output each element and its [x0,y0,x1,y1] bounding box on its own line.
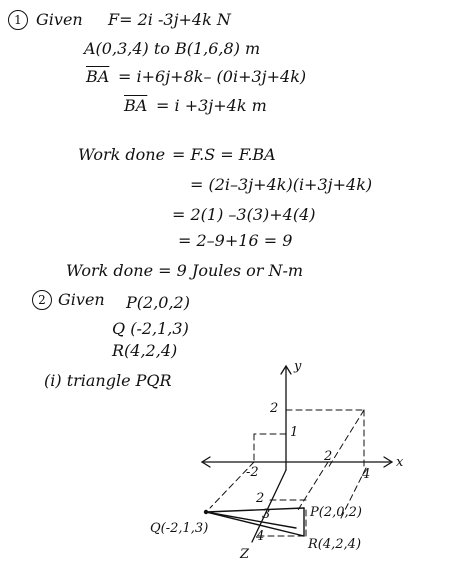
point-p-given: P(2,0,2) [126,293,190,312]
vector-ba-label-2: $\overline{BA}$ [124,96,148,115]
work-done-result: Work done = 9 Joules or N-m [66,261,304,280]
triangle-side-qp [206,508,304,512]
work-done-dot-expression: = F.S = F.BA [172,145,276,164]
dash-right-diagonal [328,410,364,468]
force-vector-line: F= 2i -3j+4k N [108,10,231,29]
triangle-inner-line [206,512,296,528]
point-q-given: Q (-2,1,3) [112,319,189,338]
problem-2-given-label: Given [58,290,105,309]
tick-z-4: 4 [256,529,265,544]
tick-y-2: 2 [270,401,279,416]
tick-x-2: 2 [324,449,333,464]
work-step-2: = 2(1) –3(3)+4(4) [172,205,316,224]
point-r-given: R(4,2,4) [112,341,178,360]
label-point-r: R(4,2,4) [308,537,362,552]
tick-x-4: 4 [362,467,371,482]
z-axis-label: Z [240,547,250,562]
ba-expansion-line: = i+6j+8k– (0i+3j+4k) [118,67,307,86]
work-step-1: = (2i–3j+4k)(i+3j+4k) [190,175,373,194]
x-axis-label: x [396,455,404,470]
ba-result-line: = i +3j+4k m [156,96,267,115]
part-i-triangle-pqr: (i) triangle PQR [44,371,172,390]
point-q-dot [204,510,208,514]
triangle-side-qr [206,512,304,536]
dash-x2-diagonal [298,462,328,510]
y-axis-label: y [294,359,302,374]
tick-x-minus-2: -2 [246,465,259,480]
problem-2-number: 2 [32,290,52,310]
work-step-3: = 2–9+16 = 9 [178,231,293,250]
problem-1-given-label: Given [36,10,83,29]
tick-z-3: 3 [262,507,271,522]
points-line: A(0,3,4) to B(1,6,8) m [84,39,261,58]
work-done-label: Work done [78,145,166,164]
label-point-p: P(2,0,2) [310,505,362,520]
vector-ba-label-1: $\overline{BA}$ [86,67,110,86]
tick-z-2: 2 [256,491,265,506]
label-point-q: Q(-2,1,3) [150,521,209,536]
problem-1-number: 1 [8,10,28,30]
tick-y-1: 1 [290,425,299,440]
